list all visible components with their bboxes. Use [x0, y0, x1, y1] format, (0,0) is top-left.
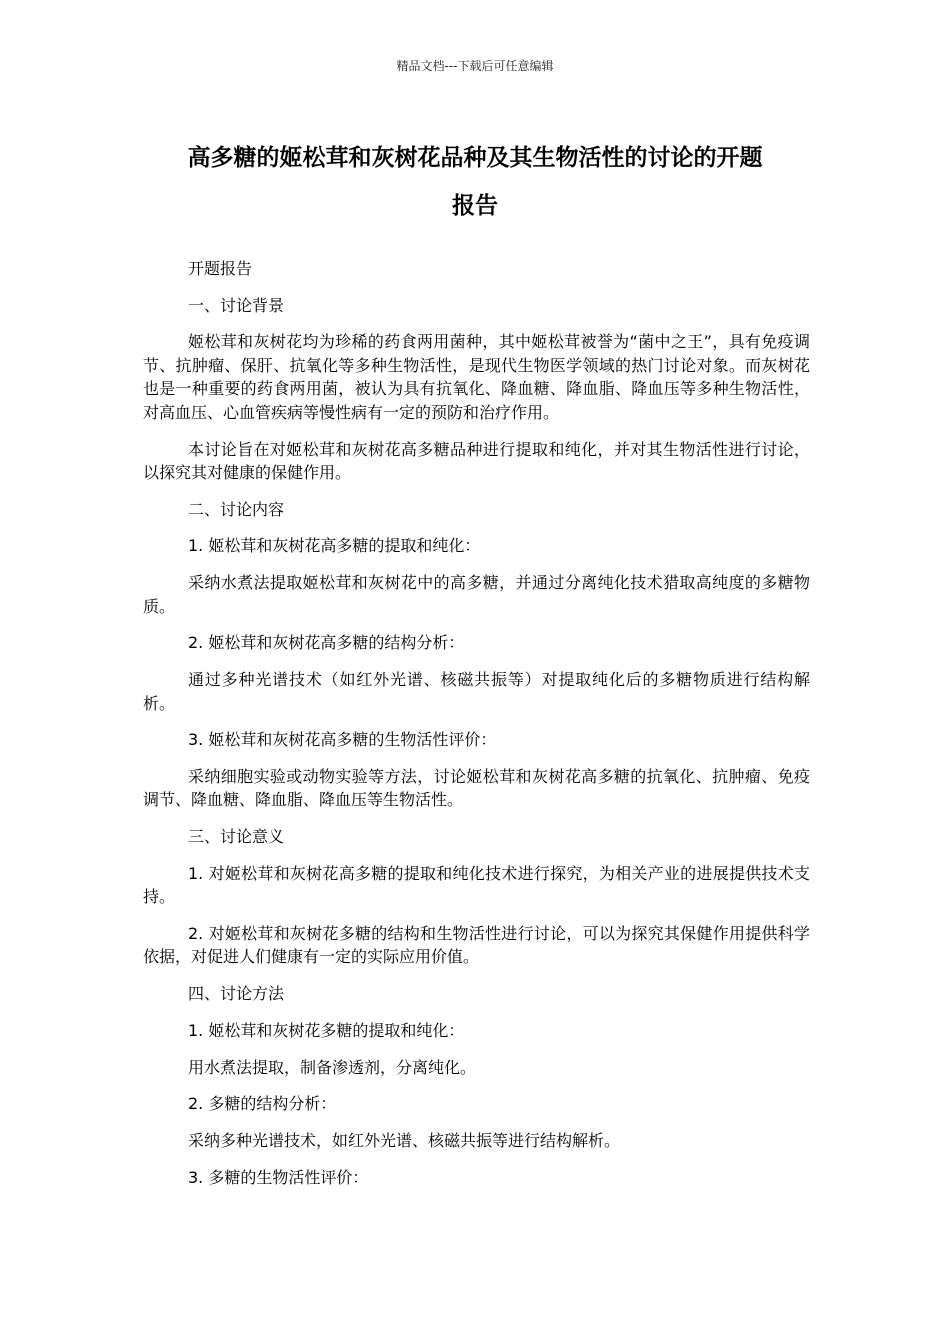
content-item-1-text: 采纳水煮法提取姬松茸和灰树花中的高多糖，并通过分离纯化技术猎取高纯度的多糖物质。: [143, 573, 810, 616]
section-heading-methods: 四、讨论方法: [188, 984, 285, 1004]
content-item-3-text: 采纳细胞实验或动物实验等方法，讨论姬松茸和灰树花高多糖的抗氧化、抗肿瘤、免疫调节、降血糖、降血脂、降血压等生物活性。: [143, 766, 810, 810]
method-item-1-heading: 1. 姬松茸和灰树花多糖的提取和纯化：: [188, 1020, 465, 1040]
content-item-3-heading: 3. 姬松茸和灰树花高多糖的生物活性评价：: [188, 730, 497, 750]
content-item-2-text: 通过多种光谱技术（如红外光谱、核磁共振等）对提取纯化后的多糖物质进行结构解析。: [143, 670, 810, 713]
method-item-3-heading: 3. 多糖的生物活性评价：: [188, 1167, 369, 1187]
paragraph-background-2: 本讨论旨在对姬松茸和灰树花高多糖品种进行提取和纯化，并对其生物活性进行讨论，以探究其对健康的保健作用。: [143, 439, 810, 483]
document-title: [140, 134, 810, 230]
section-label-proposal: 开题报告: [188, 259, 253, 278]
method-item-2-heading: 2. 多糖的结构分析：: [188, 1094, 337, 1114]
document-title-line-1: 高多糖的姬松茸和灰树花品种及其生物活性的讨论的开题: [187, 145, 763, 171]
document-body: [143, 257, 810, 1202]
section-heading-content: 二、讨论内容: [188, 499, 285, 519]
page-header-note: 精品文档---下载后可任意编辑: [396, 59, 554, 73]
significance-item-1: 1. 对姬松茸和灰树花高多糖的提取和纯化技术进行探究，为相关产业的进展提供技术支持。: [143, 863, 810, 907]
section-heading-background: 一、讨论背景: [188, 295, 285, 315]
content-item-1-heading: 1. 姬松茸和灰树花高多糖的提取和纯化：: [188, 536, 481, 556]
paragraph-background-1: 姬松茸和灰树花均为珍稀的药食两用菌种，其中姬松茸被誉为“菌中之王”，具有免疫调节、抗肿瘤、保肝、抗氧化等多种生物活性，是现代生物医学领域的热门讨论对象。而灰树花也是一种重要的药食两用菌，被认为具有抗氧化、降血糖、降血脂、降血压等多种生物活性，对高血压、心血管疾病等慢性病有一定的预防和治疗作用。: [143, 332, 810, 422]
document-title-line-2: 报告: [452, 193, 498, 219]
section-heading-significance: 三、讨论意义: [188, 827, 285, 847]
content-item-2-heading: 2. 姬松茸和灰树花高多糖的结构分析：: [188, 633, 465, 653]
significance-item-2: 2. 对姬松茸和灰树花多糖的结构和生物活性进行讨论，可以为探究其保健作用提供科学依据，对促进人们健康有一定的实际应用价值。: [143, 923, 810, 967]
method-item-1-text: 用水煮法提取，制备渗透剂，分离纯化。: [188, 1057, 477, 1077]
method-item-2-text: 采纳多种光谱技术，如红外光谱、核磁共振等进行结构解析。: [188, 1130, 621, 1150]
